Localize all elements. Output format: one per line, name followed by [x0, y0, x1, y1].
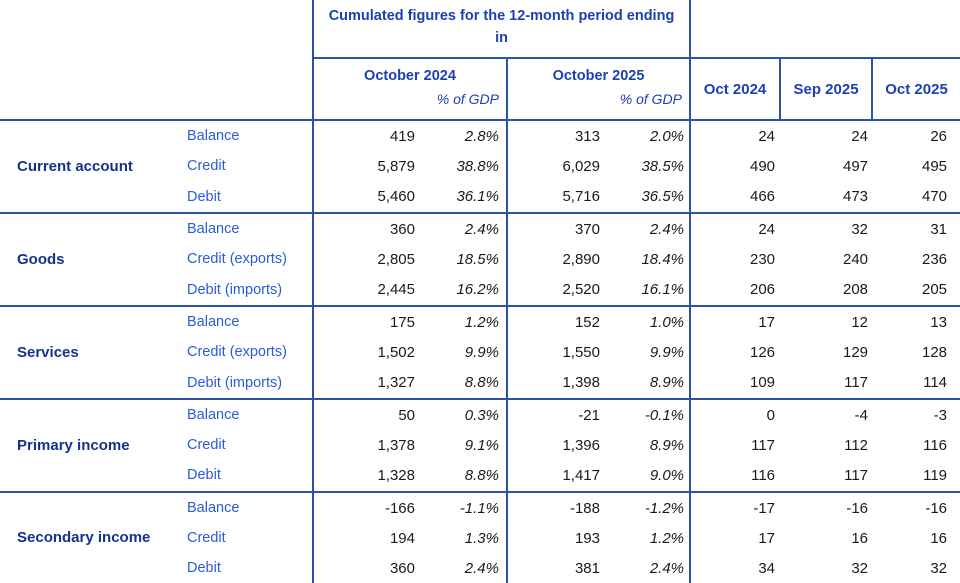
value-cell: 1,398 — [507, 367, 603, 399]
category-label: Goods — [0, 213, 186, 306]
value-cell: 1.2% — [649, 529, 685, 547]
value-cell: 26 — [872, 120, 960, 152]
value-cell: 419 — [313, 120, 420, 152]
header-spacer-right — [690, 0, 960, 58]
category-label: Current account — [0, 120, 186, 213]
row-label: Credit — [187, 530, 226, 547]
value-cell: 1,550 — [507, 337, 603, 367]
value-cell: 116 — [690, 460, 780, 492]
row-label: Credit — [187, 158, 226, 175]
col-header-october-2025 — [507, 58, 690, 120]
value-cell: 36.5% — [641, 188, 685, 206]
value-cell: 32 — [851, 559, 869, 577]
value-cell: 36.1% — [456, 188, 499, 206]
value-cell: 490 — [690, 152, 780, 182]
value-cell: -17 — [690, 492, 780, 524]
value-cell: 2.8% — [420, 120, 507, 152]
col-header-oct-2024: Oct 2024 — [690, 58, 780, 120]
value-cell: 1,417 — [507, 460, 603, 492]
value-cell: 2.4% — [464, 559, 499, 577]
value-cell: -21 — [507, 399, 603, 431]
value-cell: -4 — [780, 399, 872, 431]
value-cell: 8.9% — [649, 374, 685, 392]
value-cell: 1,328 — [313, 460, 420, 492]
value-cell: 230 — [690, 245, 780, 275]
col-header-sep-2025: Sep 2025 — [780, 58, 872, 120]
value-cell: 473 — [842, 188, 869, 206]
value-cell: 205 — [922, 281, 948, 299]
value-cell: 2,445 — [313, 274, 420, 306]
value-cell: -1.2% — [603, 492, 690, 524]
value-cell: 18.5% — [456, 250, 499, 268]
value-cell: 2,520 — [507, 274, 603, 306]
table-row — [0, 492, 960, 524]
value-cell: 313 — [507, 120, 603, 152]
value-cell: 466 — [690, 181, 780, 213]
value-cell: 32 — [780, 213, 872, 245]
value-cell: 370 — [507, 213, 603, 245]
value-cell: 2.4% — [649, 559, 685, 577]
value-cell: 2.0% — [603, 120, 690, 152]
period-title: October 2025 — [552, 68, 645, 84]
value-cell: 9.9% — [464, 343, 499, 361]
value-cell: 32 — [930, 559, 948, 577]
value-cell: 0 — [690, 399, 780, 431]
table-row — [0, 306, 960, 338]
row-label: Debit (imports) — [187, 281, 283, 298]
category-label: Primary income — [0, 399, 186, 492]
value-cell: 24 — [690, 213, 780, 245]
value-cell: 128 — [922, 343, 948, 361]
table-row — [0, 213, 960, 245]
value-cell: 114 — [923, 374, 948, 392]
value-cell: 129 — [842, 343, 869, 361]
row-label: Credit (exports) — [187, 251, 287, 268]
value-cell: 5,716 — [507, 181, 603, 213]
value-cell: 2.4% — [603, 213, 690, 245]
value-cell: 1.3% — [464, 529, 499, 547]
value-cell: -3 — [872, 399, 960, 431]
value-cell: 381 — [507, 553, 603, 583]
value-cell: 109 — [690, 367, 780, 399]
value-cell: 9.1% — [464, 436, 499, 454]
row-label: Balance — [186, 306, 313, 338]
row-label: Debit — [187, 560, 221, 577]
value-cell: 1.0% — [603, 306, 690, 338]
value-cell: 34 — [690, 553, 780, 583]
header-row-columns — [0, 58, 960, 120]
category-label: Services — [0, 306, 186, 399]
cumulated-period-header: Cumulated figures for the 12-month period ending in — [313, 0, 690, 58]
value-cell: 1.2% — [420, 306, 507, 338]
row-label: Debit — [187, 188, 221, 205]
value-cell: 16 — [851, 529, 869, 547]
value-cell: 119 — [923, 466, 948, 484]
value-cell: 24 — [690, 120, 780, 152]
value-cell: 17 — [690, 306, 780, 338]
value-cell: 24 — [780, 120, 872, 152]
value-cell: 360 — [313, 213, 420, 245]
category-label: Secondary income — [0, 492, 186, 583]
value-cell: 117 — [844, 374, 869, 392]
row-label: Balance — [186, 120, 313, 152]
value-cell: -0.1% — [603, 399, 690, 431]
value-cell: 116 — [923, 436, 948, 454]
value-cell: 2,890 — [507, 245, 603, 275]
value-cell: 117 — [690, 430, 780, 460]
value-cell: 470 — [922, 188, 948, 206]
value-cell: 175 — [313, 306, 420, 338]
value-cell: 6,029 — [507, 152, 603, 182]
value-cell: 1,378 — [313, 430, 420, 460]
value-cell: 1,396 — [507, 430, 603, 460]
value-cell: 208 — [842, 281, 869, 299]
value-cell: 495 — [922, 157, 948, 175]
value-cell: -188 — [507, 492, 603, 524]
value-cell: 193 — [507, 523, 603, 553]
value-cell: 8.8% — [464, 374, 499, 392]
value-cell: 2.4% — [420, 213, 507, 245]
row-label: Balance — [186, 213, 313, 245]
value-cell: 18.4% — [641, 250, 685, 268]
value-cell: 240 — [842, 250, 869, 268]
value-cell: 8.9% — [649, 436, 685, 454]
value-cell: 17 — [690, 523, 780, 553]
value-cell: 117 — [844, 466, 869, 484]
table-row — [0, 120, 960, 152]
value-cell: 194 — [313, 523, 420, 553]
value-cell: 1,327 — [313, 367, 420, 399]
value-cell: 497 — [842, 157, 869, 175]
row-label: Debit — [187, 467, 221, 484]
col-header-october-2024 — [313, 58, 507, 120]
row-label: Balance — [186, 399, 313, 431]
value-cell: 1,502 — [313, 337, 420, 367]
value-cell: 360 — [313, 553, 420, 583]
row-label: Credit — [187, 437, 226, 454]
value-cell: 12 — [780, 306, 872, 338]
row-label: Balance — [186, 492, 313, 524]
value-cell: -16 — [872, 492, 960, 524]
header-spacer-labels — [0, 58, 313, 120]
header-spacer-left — [0, 0, 313, 58]
value-cell: 38.8% — [456, 157, 499, 175]
value-cell: 9.0% — [649, 466, 685, 484]
header-row-cumulated — [0, 0, 960, 58]
value-cell: 236 — [922, 250, 948, 268]
pct-of-gdp-label: % of GDP — [436, 91, 499, 107]
value-cell: 50 — [313, 399, 420, 431]
value-cell: 5,460 — [313, 181, 420, 213]
row-label: Credit (exports) — [187, 344, 287, 361]
value-cell: -166 — [313, 492, 420, 524]
value-cell: 31 — [872, 213, 960, 245]
value-cell: 5,879 — [313, 152, 420, 182]
value-cell: 112 — [844, 436, 869, 454]
value-cell: 13 — [872, 306, 960, 338]
value-cell: 206 — [690, 274, 780, 306]
pct-of-gdp-label: % of GDP — [619, 91, 683, 107]
value-cell: 8.8% — [464, 466, 499, 484]
table-row — [0, 399, 960, 431]
value-cell: 0.3% — [420, 399, 507, 431]
value-cell: 152 — [507, 306, 603, 338]
value-cell: 2,805 — [313, 245, 420, 275]
value-cell: 16.1% — [641, 281, 685, 299]
value-cell: 16 — [930, 529, 948, 547]
value-cell: 16.2% — [456, 281, 499, 299]
value-cell: -16 — [780, 492, 872, 524]
row-label: Debit (imports) — [187, 374, 283, 391]
col-header-oct-2025: Oct 2025 — [872, 58, 960, 120]
value-cell: 38.5% — [641, 157, 685, 175]
value-cell: 126 — [690, 337, 780, 367]
period-title: October 2024 — [364, 68, 456, 84]
value-cell: -1.1% — [420, 492, 507, 524]
value-cell: 9.9% — [649, 343, 685, 361]
